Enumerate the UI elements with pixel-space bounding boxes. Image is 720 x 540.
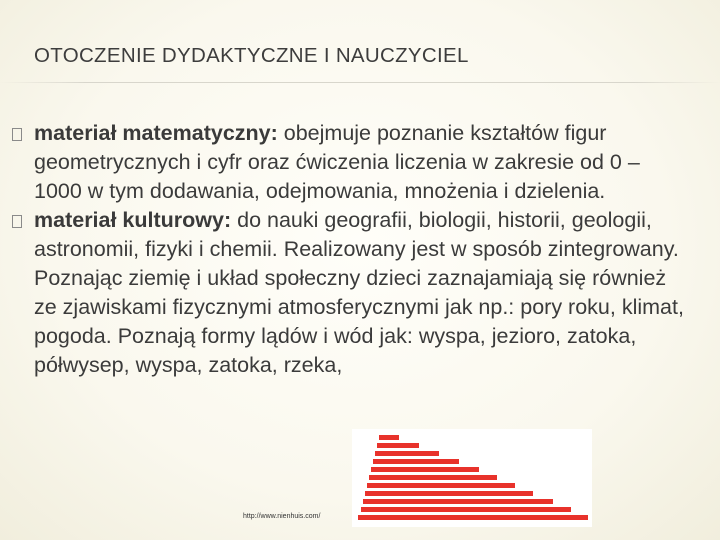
slide-title: OTOCZENIE DYDAKTYCZNE I NAUCZYCIEL bbox=[34, 44, 469, 67]
red-rods-photo bbox=[352, 429, 592, 527]
bullet-item-culture bbox=[34, 206, 684, 380]
bullet-text: do nauki geografii, biologii, historii, geologii, astronomii, fizyki i chemii. Realizowany jest w sposób zintegrowany. Poznając ziemię i układ społeczny dzieci zaznajamiają się również ze zjawiskami fizycznymi atmosferycznymi jak np.: pory roku, klimat, pogoda. Poznają formy lądów i wód jak: wyspa, jezioro, zatoka, półwysep, wyspa, zatoka, rzeka, bbox=[34, 208, 684, 377]
bullet-list bbox=[34, 119, 684, 380]
bullet-item-math bbox=[34, 119, 684, 206]
bullet-text: obejmuje poznanie kształtów figur geometrycznych i cyfr oraz ćwiczenia liczenia w zakresie od 0 – 1000 w tym dodawania, odejmowania, mnożenia i dzielenia. bbox=[34, 121, 640, 203]
title-divider bbox=[0, 82, 720, 83]
bullet-box-icon bbox=[12, 128, 22, 141]
bullet-box-icon bbox=[12, 215, 22, 228]
red-rods-illustration bbox=[352, 429, 592, 527]
bullet-term: materiał kulturowy: bbox=[34, 208, 232, 232]
red-rod bbox=[358, 435, 588, 520]
image-credit: http://www.nienhuis.com/ bbox=[243, 513, 321, 520]
bullet-term: materiał matematyczny: bbox=[34, 121, 278, 145]
